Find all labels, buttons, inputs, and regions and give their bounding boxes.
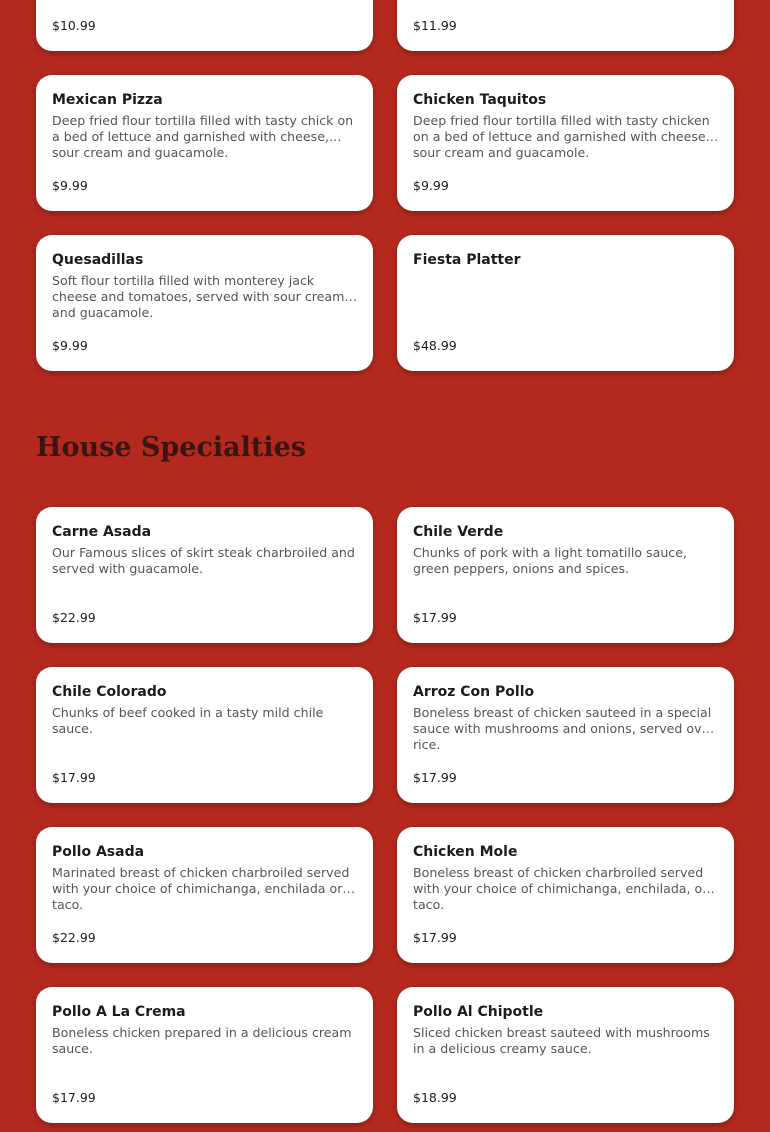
- item-name: Quesadillas: [52, 252, 144, 268]
- item-price: $9.99: [413, 178, 449, 193]
- item-description: Chunks of pork with a light tomatillo sauce, green peppers, onions and spices.: [413, 545, 687, 576]
- item-name: Chicken Mole: [413, 844, 518, 860]
- menu-item-card-quesadillas[interactable]: [36, 235, 373, 371]
- item-description: Deep fried flour tortilla filled with tasty chick on a bed of lettuce and garnished with cheese, sour cream and guacamole.: [52, 113, 354, 160]
- item-price: $9.99: [52, 178, 88, 193]
- menu-item-card-carne-asada[interactable]: [36, 507, 373, 643]
- item-price: $17.99: [52, 770, 96, 785]
- item-description: Boneless breast of chicken charbroiled served with your choice of chimichanga, enchilada, or taco.: [413, 865, 708, 912]
- item-description: Soft flour tortilla filled with monterey jack cheese and tomatoes, served with sour cream and guacamole.: [52, 273, 345, 320]
- menu-item-card-chile-colorado[interactable]: [36, 667, 373, 803]
- menu-item-card-fiesta-platter[interactable]: [397, 235, 734, 371]
- item-price: $22.99: [52, 610, 96, 625]
- item-name: Pollo Al Chipotle: [413, 1004, 544, 1020]
- menu-item-card-chicken-taquitos[interactable]: [397, 75, 734, 211]
- item-price: $48.99: [413, 338, 457, 353]
- item-name: Chile Colorado: [52, 684, 167, 700]
- menu-item-card-mexican-pizza[interactable]: [36, 75, 373, 211]
- item-name: Pollo A La Crema: [52, 1004, 186, 1020]
- menu-item-card-pollo-al-chipotle[interactable]: [397, 987, 734, 1123]
- item-description: Chunks of beef cooked in a tasty mild chile sauce.: [52, 705, 324, 736]
- menu-item-card-chile-verde[interactable]: [397, 507, 734, 643]
- item-name: Carne Asada: [52, 524, 152, 540]
- item-description: Boneless chicken prepared in a delicious cream sauce.: [52, 1025, 352, 1056]
- item-name: Fiesta Platter: [413, 252, 521, 268]
- menu-item-card[interactable]: [36, 0, 373, 51]
- item-price: $10.99: [52, 18, 96, 33]
- item-description: Boneless breast of chicken sauteed in a special sauce with mushrooms and onions, served over rice.: [413, 705, 715, 752]
- item-name: Chile Verde: [413, 524, 504, 540]
- menu-item-card-chicken-mole[interactable]: [397, 827, 734, 963]
- item-description: Deep fried flour tortilla filled with tasty chicken on a bed of lettuce and garnished with cheese, sour cream and guacamole.: [413, 113, 710, 160]
- item-price: $18.99: [413, 1090, 457, 1105]
- item-price: $11.99: [413, 18, 457, 33]
- item-name: Arroz Con Pollo: [413, 684, 535, 700]
- menu-item-card-pollo-asada[interactable]: [36, 827, 373, 963]
- item-price: $17.99: [52, 1090, 96, 1105]
- item-name: Pollo Asada: [52, 844, 145, 860]
- item-description: Marinated breast of chicken charbroiled served with your choice of chimichanga, enchilada or taco.: [52, 865, 350, 912]
- item-description: Our Famous slices of skirt steak charbroiled and served with guacamole.: [52, 545, 355, 576]
- menu-item-card-arroz-con-pollo[interactable]: [397, 667, 734, 803]
- item-price: $22.99: [52, 930, 96, 945]
- item-description: Sliced chicken breast sauteed with mushrooms in a delicious creamy sauce.: [413, 1025, 710, 1056]
- item-price: $9.99: [52, 338, 88, 353]
- item-name: Chicken Taquitos: [413, 92, 547, 108]
- item-price: $17.99: [413, 930, 457, 945]
- item-price: $17.99: [413, 610, 457, 625]
- menu-item-card[interactable]: [397, 0, 734, 51]
- item-price: $17.99: [413, 770, 457, 785]
- section-title-house-specialties: House Specialties: [36, 432, 307, 463]
- menu-item-card-pollo-a-la-crema[interactable]: [36, 987, 373, 1123]
- item-name: Mexican Pizza: [52, 92, 163, 108]
